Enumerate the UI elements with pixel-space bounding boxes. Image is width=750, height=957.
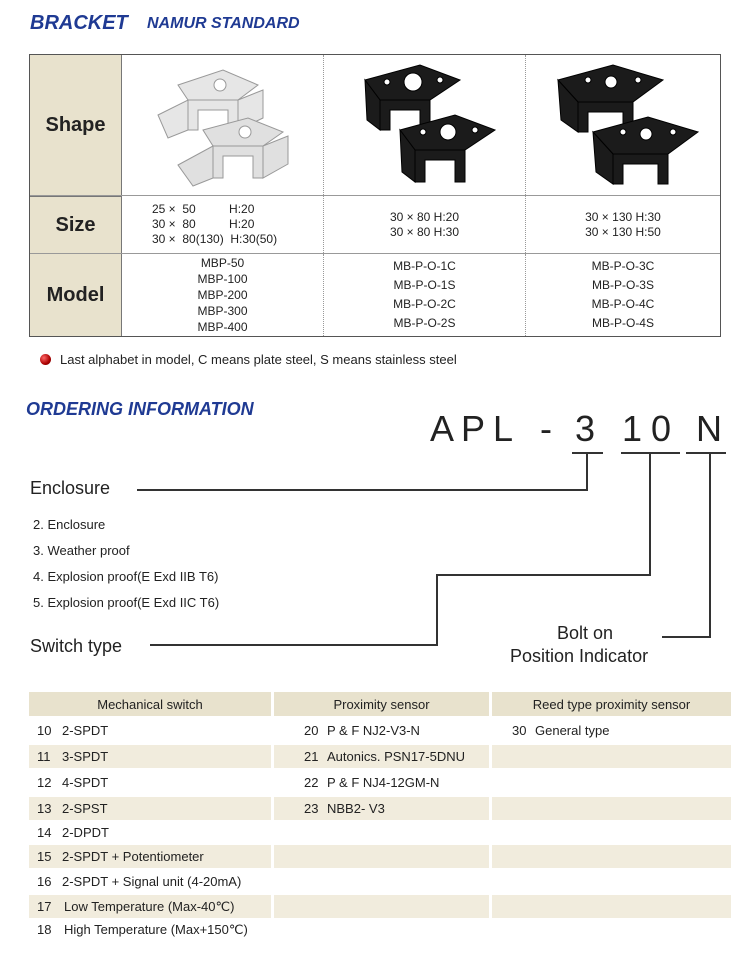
size-value: 30 × 130 H:30 — [585, 209, 661, 224]
model-value: MB-P-O-2S — [393, 316, 456, 330]
mech-code: 17 — [37, 899, 52, 914]
model-value: MB-P-O-3C — [591, 259, 655, 273]
code-char: - — [540, 408, 552, 449]
model-value: MBP-100 — [197, 272, 248, 286]
enclosure-option: 4. Explosion proof(E Exd IIB T6) — [33, 569, 219, 584]
table-row — [29, 745, 731, 768]
model-value: MB-P-O-3S — [591, 278, 654, 292]
prox-name: NBB2- V3 — [327, 801, 385, 816]
size-value: 30 × 130 H:50 — [585, 224, 661, 239]
mech-code: 10 — [37, 723, 52, 738]
code-char: 3 — [575, 408, 596, 449]
prox-code: 23 — [304, 801, 319, 816]
model-value: MB-P-O-1S — [393, 278, 456, 292]
code-char: A — [430, 408, 455, 449]
mech-name: 2-SPST — [62, 801, 108, 816]
prox-name: P & F NJ4-12GM-N — [327, 775, 440, 790]
size-value: 30 × 80 H:30 — [389, 224, 460, 239]
reed-code: 30 — [512, 723, 527, 738]
bracket-subtitle: NAMUR STANDARD — [147, 15, 300, 32]
size-label: Size — [30, 196, 122, 253]
enclosure-option: 5. Explosion proof(E Exd IIC T6) — [33, 595, 220, 610]
size-value: 25 × 50 H:20 — [152, 202, 255, 216]
mech-code: 11 — [37, 749, 51, 764]
model-value: MBP-300 — [197, 304, 248, 318]
table-row — [29, 845, 731, 868]
mech-name: 2-SPDT + Signal unit (4-20mA) — [62, 874, 242, 889]
model-value: MB-P-O-4S — [591, 316, 654, 330]
bracket-title: BRACKET — [30, 12, 128, 34]
enclosure-option: 2. Enclosure — [33, 517, 106, 532]
mech-name: 3-SPDT — [62, 749, 109, 764]
mech-code: 13 — [37, 801, 52, 816]
header-mechanical: Mechanical switch — [29, 692, 271, 716]
prox-name: P & F NJ2-V3-N — [327, 723, 420, 738]
code-char: L — [493, 408, 514, 449]
table-row — [29, 918, 731, 941]
switch-type-label: Switch type — [30, 636, 123, 656]
mech-name: 2-DPDT — [62, 825, 109, 840]
table-row — [29, 771, 731, 794]
code-char: 1 — [622, 408, 643, 449]
mech-code: 12 — [37, 775, 52, 790]
enclosure-option: 3. Weather proof — [33, 543, 130, 558]
mech-name: 4-SPDT — [62, 775, 109, 790]
code-char: 0 — [651, 408, 672, 449]
table-row — [29, 797, 731, 820]
mech-name: High Temperature (Max+150℃) — [64, 921, 248, 937]
bolt-on-label: Bolt on — [557, 623, 614, 643]
model-value: MBP-400 — [197, 320, 248, 334]
size-value: 30 × 80 H:20 — [152, 217, 255, 231]
mech-code: 15 — [37, 849, 52, 864]
mech-name: 2-SPDT + Potentiometer — [62, 849, 204, 864]
mech-code: 16 — [37, 874, 52, 889]
model-value: MB-P-O-1C — [393, 259, 456, 273]
prox-code: 21 — [304, 749, 319, 764]
shape-label: Shape — [30, 55, 122, 195]
code-char: P — [461, 408, 486, 449]
mech-name: 2-SPDT — [62, 723, 109, 738]
model-value: MBP-50 — [200, 256, 245, 270]
table-row — [29, 895, 731, 918]
table-row — [29, 821, 731, 844]
size-value: 30 × 80(130) H:30(50) — [152, 232, 278, 246]
model-value: MB-P-O-4C — [591, 297, 655, 311]
table-row — [29, 719, 731, 742]
note-text: Last alphabet in model, C means plate steel, S means stainless steel — [60, 352, 457, 367]
mech-name: Low Temperature (Max-40℃) — [64, 898, 235, 914]
model-value: MBP-200 — [197, 288, 248, 302]
enclosure-label: Enclosure — [30, 478, 111, 498]
ordering-title: ORDERING INFORMATION — [26, 399, 254, 419]
position-indicator-label: Position Indicator — [510, 646, 649, 666]
prox-name: Autonics. PSN17-5DNU — [327, 749, 465, 764]
code-char: N — [696, 408, 722, 449]
mech-code: 18 — [37, 922, 52, 937]
header-reed: Reed type proximity sensor — [492, 692, 731, 716]
mech-code: 14 — [37, 825, 52, 840]
prox-code: 20 — [304, 723, 319, 738]
table-row — [29, 870, 731, 893]
prox-code: 22 — [304, 775, 319, 790]
header-proximity: Proximity sensor — [274, 692, 489, 716]
size-value: 30 × 80 H:20 — [389, 209, 460, 224]
model-value: MB-P-O-2C — [393, 297, 456, 311]
model-label: Model — [30, 254, 122, 336]
reed-name: General type — [535, 723, 610, 738]
